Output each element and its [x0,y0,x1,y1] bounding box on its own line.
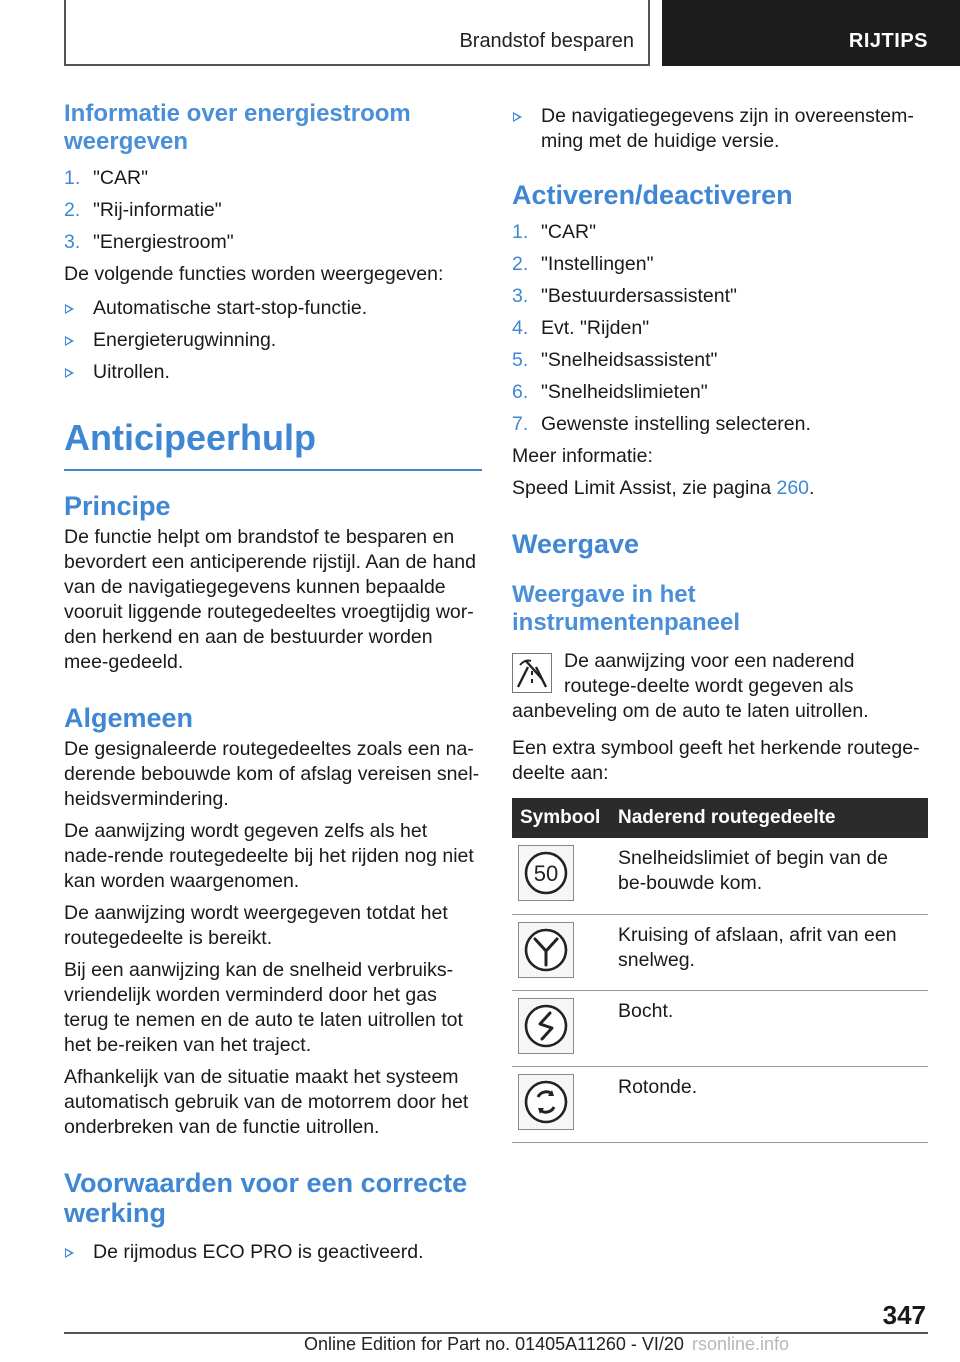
anticipation-hint-icon [512,653,552,693]
algemeen-para: Bij een aanwijzing kan de snelheid verbruiks-vriendelijk worden verminderd door het gas terug te nemen en de auto te laten uitrollen tot het be-reiken van het traject. [64,959,463,1056]
header-section-box [64,0,650,66]
svg-text:50: 50 [533,861,559,886]
table-header-description: Naderend routegedeelte [610,798,928,838]
header-section-title: Brandstof besparen [459,30,634,52]
algemeen-para: De aanwijzing wordt gegeven zelfs als het nade-rende routegedeelte bij het rijden nog niet kan worden waargenomen. [64,820,474,892]
voorwaarden-heading: Voorwaarden voor een correcte werking [64,1168,468,1228]
table-row [512,990,928,1066]
principe-text: De functie helpt om brandstof te besparen en bevordert een anticiperende rijstijl. Aan de hand van de navigatiegegevens kunnen bepaalde vooruit liggende routegedeeltes vroegtijdig wor-den herkend en aan de bestuurder worden mee-gedeeld. [64,526,476,673]
main-heading: Anticipeerhulp [64,417,482,471]
energy-steps-list [64,166,482,255]
energy-functions-list [64,296,482,385]
symbol-table [512,798,928,1143]
page-number: 347 [882,1300,926,1330]
right-column [512,104,928,1143]
curve-icon [518,998,574,1054]
junction-icon [518,922,574,978]
activeren-steps-list [512,220,928,437]
table-cell-description: Kruising of afslaan, afrit van een snelweg. [610,914,928,990]
bullet-triangle-icon [65,368,74,378]
table-cell-description: Rotonde. [610,1066,928,1142]
table-header-symbol: Symbool [512,798,610,838]
table-row [512,914,928,990]
roundabout-icon [518,1074,574,1130]
energy-flow-heading: Informatie over energiestroom weergeven [64,100,411,155]
algemeen-para: De aanwijzing wordt weergegeven totdat het routegedeelte is bereikt. [64,902,448,949]
principe-heading: Principe [64,491,171,521]
voorwaarden-list [64,1240,482,1265]
list-item: 2. "Rij-informatie" [64,199,222,221]
bullet-triangle-icon [65,1248,74,1258]
list-item: Uitrollen. [64,360,482,385]
bullet-triangle-icon [65,336,74,346]
table-row [512,838,928,914]
list-item: Energieterugwinning. [64,328,482,353]
speed-limit-50-icon [518,845,574,901]
speed-limit-reference: Speed Limit Assist, zie pagina 260. [512,477,815,499]
list-item: 2. "Instellingen" [512,253,654,275]
list-item: De navigatiegegevens zijn in overeenstem-ming met de huidige versie. [512,104,928,154]
voorwaarden-list-continued [512,104,928,154]
list-item: 4. Evt. "Rijden" [512,317,650,339]
extra-symbol-text: Een extra symbool geeft het herkende routege-deelte aan: [512,737,920,784]
energy-intro: De volgende functies worden weergegeven: [64,263,444,285]
table-cell-description: Bocht. [610,990,928,1066]
list-item: 1. "CAR" [512,221,597,243]
list-item: Automatische start-stop-functie. [64,296,482,321]
footer-edition: Online Edition for Part no. 01405A11260 - VI/20 [304,1334,684,1354]
header-chapter-box [662,0,960,66]
list-item: 5. "Snelheidsassistent" [512,349,718,371]
algemeen-heading: Algemeen [64,703,194,733]
left-column [64,100,482,1265]
list-item: 7. Gewenste instelling selecteren. [512,413,811,435]
weergave-heading: Weergave [512,529,640,559]
bullet-triangle-icon [65,304,74,314]
table-header-row [512,798,928,838]
table-cell-description: Snelheidslimiet of begin van de be-bouwde kom. [610,838,928,914]
list-item: De rijmodus ECO PRO is geactiveerd. [64,1240,482,1265]
algemeen-para: Afhankelijk van de situatie maakt het systeem automatisch gebruik van de motorrem door het onderbreken van de functie uitrollen. [64,1066,469,1138]
list-item: 6. "Snelheidslimieten" [512,381,708,403]
weergave-sub-heading: Weergave in het instrumentenpaneel [512,581,741,636]
meer-info-label: Meer informatie: [512,445,653,467]
page-link[interactable]: 260 [776,477,810,499]
bullet-triangle-icon [513,112,522,122]
algemeen-para: De gesignaleerde routegedeeltes zoals een na-derende bebouwde kom of afslag vereisen snel-heidsvermindering. [64,738,480,810]
table-row [512,1066,928,1142]
list-item: 3. "Energiestroom" [64,231,234,253]
list-item: 1. "CAR" [64,167,149,189]
list-item: 3. "Bestuurdersassistent" [512,285,737,307]
weergave-text: De aanwijzing voor een naderend routege-deelte wordt gegeven als aanbeveling om de auto te laten uitrollen. [512,650,869,722]
header-chapter-title: RIJTIPS [848,30,928,52]
weergave-text-block [512,649,928,724]
footer-watermark: rsonline.info [692,1334,790,1354]
activeren-heading: Activeren/deactiveren [512,180,793,210]
